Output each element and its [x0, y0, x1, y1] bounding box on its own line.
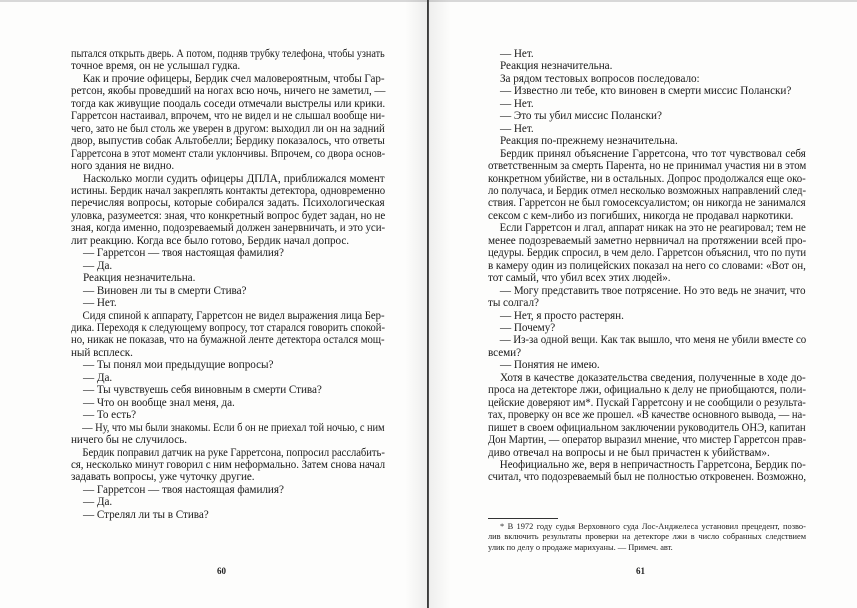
text-line: в камеру один из полицейских показал на него со словами: «Вот он, — [488, 259, 806, 272]
text-line: — Да. — [83, 371, 113, 384]
text-line: менее подозреваемый заметно нервничал на протяжении всей про- — [488, 234, 807, 247]
page-number-right: 61 — [636, 566, 645, 576]
text-line: — Ну, что мы были знакомы. Если б он не приехал той ночью, с ним — [82, 421, 385, 434]
text-line: Реакция незначительна. — [500, 60, 613, 73]
text-line: — Из-за одной вещи. Как так вышло, что меня не убили вместе со — [499, 334, 807, 347]
text-line: * В 1972 году судья Верховного суда Лос-Анджелеса установил прецедент, позво- — [500, 522, 806, 531]
footnote — [488, 522, 806, 553]
page-number-left: 60 — [217, 566, 226, 576]
text-line: задавать вопросы, уже чуточку другие. — [71, 471, 255, 484]
text-line: Неофициально же, веря в непричастность Гарретсона, Бердик по- — [499, 458, 806, 471]
text-line: Хотя в качестве доказательства сведения, полученные в ходе до- — [500, 371, 806, 384]
text-line: — Да. — [83, 496, 113, 509]
left-page — [0, 0, 427, 608]
text-line: — Нет. — [500, 97, 534, 110]
text-line: лив включить результаты проверки на детекторе лжи в число собранных следствием — [488, 532, 807, 542]
text-line: — Стрелял ли ты в Стива? — [83, 508, 209, 521]
text-line: — Нет, я просто растерян. — [500, 309, 624, 322]
text-line: Реакция по-прежнему незначительна. — [500, 135, 678, 148]
text-line: сексом с кем-либо из погибших, никогда не продавал наркотики. — [488, 209, 794, 222]
text-line: Как и прочие офицеры, Бердик счел маловероятным, чтобы Гар- — [82, 72, 385, 85]
text-line: — Это ты убил миссис Полански? — [500, 110, 662, 123]
text-line: ся, несколько минут говорил с ним неформально. Затем снова начал — [71, 458, 386, 471]
text-line: — Понятия не имею. — [500, 359, 600, 372]
left-page-body — [71, 48, 385, 521]
text-line: уловка, разумеется: зная, что конкретный вопрос будет задан, но не — [71, 209, 386, 222]
text-line: улик по делу о продаже марихуаны. — Примеч. авт. — [488, 542, 673, 552]
text-line: пытался открыть дверь. А потом, подняв трубку телефона, чтобы узнать — [71, 48, 385, 60]
text-line: цейские доверяют им*. Пускай Гарретсону и не сообщили о результа- — [488, 396, 806, 409]
text-line: — Да. — [83, 259, 113, 272]
text-line: считал, что подозреваемый был не полностью откровенен. Возможно, — [488, 471, 806, 484]
text-line: Бердик принял объяснение Гарретсона, что тот чувствовал себя — [500, 147, 806, 160]
text-line: ретсон, якобы проведший на ногах всю ночь, ничего не заметил, — — [71, 85, 386, 98]
text-line: чего, зато не был столь же уверен в другом: выходил ли он на задний — [71, 122, 385, 135]
text-line: — Виновен ли ты в смерти Стива? — [83, 284, 247, 297]
text-line: зная, когда именно, подозреваемый должен занервничать, и это уси- — [71, 222, 386, 235]
text-line: ло получаса, и Бердик отмел несколько возможных направлений след- — [488, 184, 806, 197]
text-line: ного здания не видно. — [71, 160, 175, 173]
text-line: Если Гарретсон и лгал, аппарат никак на это не реагировал; тем не — [499, 222, 806, 235]
text-line: ответственным за смерть Парента, но не принимал участия ни в этом — [488, 160, 807, 173]
text-line: За рядом тестовых вопросов последовало: — [500, 72, 700, 85]
text-line: ный всплеск. — [71, 346, 133, 359]
text-line: Дон Мартин, — оператор выразил мнение, что мистер Гарретсон прав- — [488, 434, 807, 447]
text-line: пишет в своем официальном заключении руководитель ОНЭ, капитан — [488, 421, 806, 434]
right-page — [429, 0, 857, 608]
text-line: точное время, он не услышал гудка. — [71, 60, 241, 73]
text-line: проса на детекторе лжи, официально к делу не приобщаются, поли- — [488, 384, 806, 397]
text-line: Насколько могли судить офицеры ДПЛА, приближался момент — [83, 172, 385, 185]
text-line: ничего бы не случилось. — [71, 434, 187, 447]
text-line: но, никак не показав, что на бумажной ленте детектора остался мощ- — [71, 334, 385, 347]
text-line: — Нет. — [500, 122, 534, 135]
text-line: Реакция незначительна. — [83, 272, 196, 285]
text-line: тах, проверку он все же прошел. «В качестве основного вывода, — на- — [488, 409, 806, 422]
text-line: конкретном убийстве, ни в остальных. Допрос продолжался еще око- — [488, 172, 806, 185]
text-line: — Что он вообще знал меня, да. — [83, 396, 235, 409]
text-line: — Гарретсон — твоя настоящая фамилия? — [83, 247, 284, 260]
text-line: — Нет. — [500, 48, 534, 60]
text-line: тогда как живущие поодаль соседи отмечали выстрелы или крики. — [71, 97, 386, 110]
text-line: всеми? — [488, 346, 522, 359]
text-line: перечисляя вопросы, которые собирался задать. Психологическая — [71, 197, 385, 210]
text-line: — Могу представить твое потрясение. Но это ведь не значит, что — [499, 284, 806, 297]
text-line: цедуры. Бердик спросил, в чем дело. Гарретсон объяснил, что по пути — [488, 247, 807, 260]
text-line: — Нет. — [83, 297, 117, 310]
right-page-body — [488, 48, 806, 484]
text-line: — Почему? — [500, 321, 556, 334]
text-line: Сидя спиной к аппарату, Гарретсон не видел выражения лица Бер- — [82, 309, 385, 322]
text-line: Гарретсон настаивал, впрочем, что не видел и не слышал вообще ни- — [71, 110, 385, 123]
footnote-divider — [488, 518, 558, 519]
text-line: — То есть? — [83, 409, 137, 422]
text-line: двор, выпустив собак Альтобелли; Бердику показалось, что ответы — [71, 135, 385, 148]
text-line: дика. Переходя к следующему вопросу, тот старался говорить спокой- — [71, 321, 385, 334]
text-line: тот самый, что убил всех этих людей». — [488, 272, 671, 285]
text-line: истины. Бердик начал закреплять контакты детектора, одновременно — [71, 184, 386, 197]
text-line: — Ты понял мои предыдущие вопросы? — [83, 359, 274, 372]
text-line: — Гарретсон — твоя настоящая фамилия? — [83, 483, 284, 496]
text-line: диво отвечал на вопросы и не был причастен к убийствам». — [488, 446, 770, 459]
text-line: Гарретсона в этот момент стали уклончивы. Впрочем, со двора основ- — [71, 147, 386, 160]
text-line: Бердик поправил датчик на руке Гарретсона, попросил расслабить- — [82, 446, 385, 459]
text-line: — Ты чувствуешь себя виновным в смерти Стива? — [83, 384, 322, 397]
text-line: ствия. Гарретсон не был гомосексуалистом; он никогда не занимался — [488, 197, 806, 210]
text-line: ты солгал? — [488, 297, 539, 310]
text-line: — Известно ли тебе, кто виновен в смерти миссис Полански? — [500, 85, 792, 98]
text-line: лит реакцию. Когда все было готово, Бердик начал допрос. — [71, 234, 350, 247]
